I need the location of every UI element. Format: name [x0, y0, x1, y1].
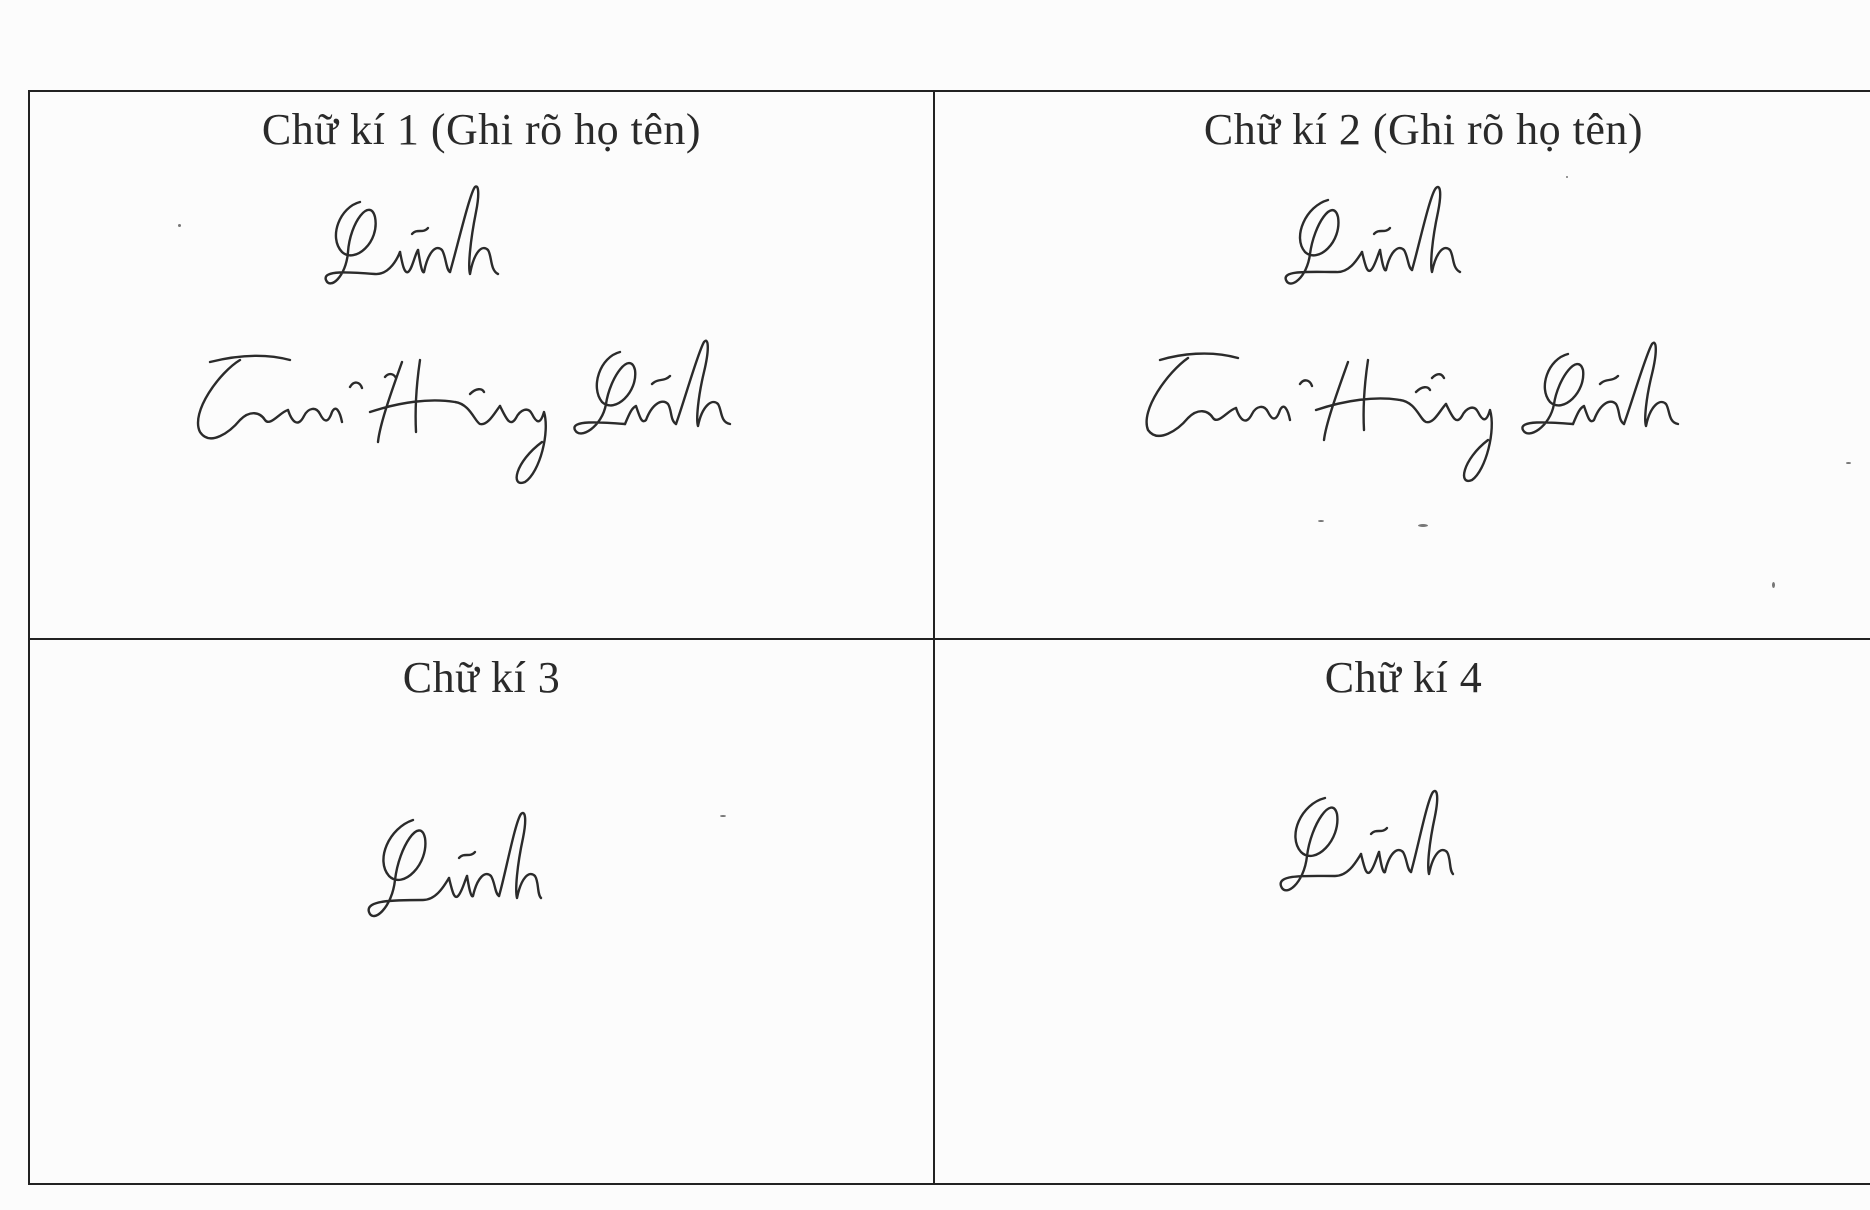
signature-1-full [170, 332, 770, 492]
scan-speck [1566, 176, 1568, 178]
signature-1-short [320, 182, 550, 302]
scan-speck [1318, 520, 1324, 522]
signature-3-short [365, 800, 595, 940]
signature-table [28, 90, 1870, 1185]
signature-4-heading: Chữ kí 4 [1324, 653, 1483, 702]
scan-speck [1418, 524, 1428, 527]
scan-speck [720, 815, 726, 817]
signature-cell-1 [30, 92, 935, 640]
scan-speck [178, 224, 181, 227]
signature-1-heading: Chữ kí 1 (Ghi rõ họ tên) [261, 105, 702, 154]
signature-3-heading: Chữ kí 3 [402, 653, 561, 702]
signature-2-short [1280, 182, 1510, 302]
signature-4-short [1275, 780, 1505, 910]
signature-cell-2 [935, 92, 1870, 640]
signature-cell-3 [30, 640, 935, 1185]
signature-2-full [1120, 332, 1720, 492]
signature-2-heading: Chữ kí 2 (Ghi rõ họ tên) [1203, 105, 1644, 154]
scan-speck [1846, 462, 1851, 464]
scan-speck [1772, 582, 1775, 588]
signature-cell-4 [935, 640, 1870, 1185]
